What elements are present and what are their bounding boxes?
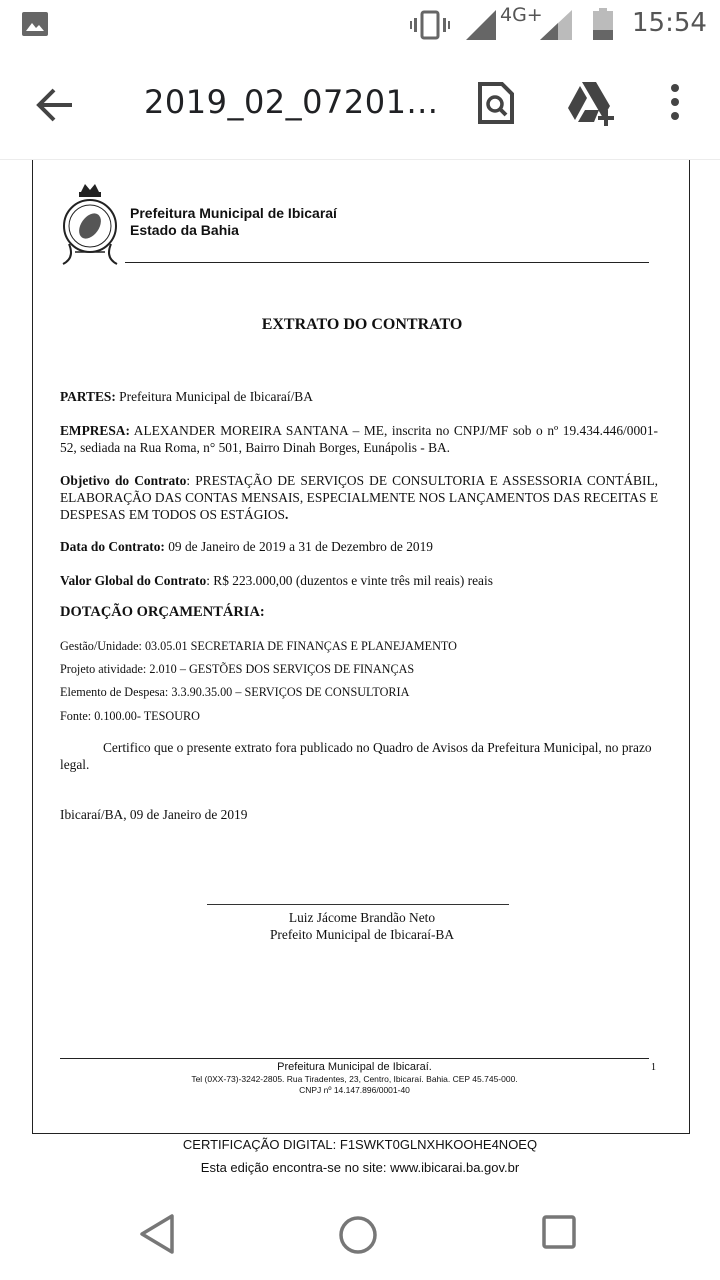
signatory-name: Luiz Jácome Brandão Neto (288, 910, 436, 925)
certification-block (0, 1134, 720, 1180)
add-to-drive-icon[interactable] (566, 80, 618, 126)
footer-cnpj: CNPJ nº 14.147.896/0001-40 (299, 1085, 410, 1095)
footer-title: Prefeitura Municipal de Ibicaraí. (277, 1061, 432, 1073)
find-in-page-icon[interactable] (476, 80, 516, 126)
certifico-paragraph: Certifico que o presente extrato fora publicado no Quadro de Avisos da Prefeitura Municipal, no prazo legal. (60, 740, 652, 772)
partes-value: Prefeitura Municipal de Ibicaraí/BA (115, 389, 313, 404)
partes-paragraph (60, 388, 658, 405)
data-value: 09 de Janeiro de 2019 a 31 de Dezembro de 2019 (164, 539, 433, 554)
system-nav-bar (0, 1190, 720, 1280)
objetivo-value: : PRESTAÇÃO DE SERVIÇOS DE CONSULTORIA E ASSESSORIA CONTÁBIL, ELABORAÇÃO DAS CONTAS MENSAIS, ESPECIALMENTE NOS LANÇAMENTOS DAS RECEITAS E DESPESAS EM TODOS OS ESTÁGIOS (60, 473, 658, 522)
pdf-viewer[interactable] (0, 160, 720, 1190)
page-number: 1 (651, 1062, 656, 1073)
certification-code: CERTIFICAÇÃO DIGITAL: F1SWKT0GLNXHKOOHE4NOEQ (182, 1137, 538, 1152)
nav-recents-icon[interactable] (541, 1214, 577, 1250)
app-bar (0, 50, 720, 160)
document-letterhead (55, 182, 655, 266)
dotacao-line: Fonte: 0.100.00- TESOURO (60, 709, 200, 723)
status-bar (0, 0, 720, 50)
document-title: 2019_02_07201... (144, 83, 439, 121)
image-icon (22, 12, 48, 36)
empresa-paragraph (60, 422, 658, 456)
valor-paragraph (60, 572, 658, 589)
footer-address: Tel (0XX-73)-3242-2805. Rua Tiradentes, 23, Centro, Ibicaraí. Bahia. CEP 45.745-000. (191, 1074, 518, 1084)
empresa-value: ALEXANDER MOREIRA SANTANA – ME, inscrita no CNPJ/MF sob o nº 19.434.446/0001-52, sediada na Rua Roma, n° 501, Bairro Dinah Borges, Eunápolis - BA. (60, 423, 658, 455)
letterhead-subtitle: Estado da Bahia (130, 222, 239, 238)
nav-home-icon[interactable] (337, 1214, 379, 1256)
valor-value: : R$ 223.000,00 (duzentos e vinte três mil reais) reais (206, 573, 493, 588)
more-vert-icon[interactable] (660, 80, 690, 126)
partes-label: PARTES: (60, 389, 116, 404)
data-paragraph (60, 538, 658, 555)
dotacao-line: Projeto atividade: 2.010 – GESTÕES DOS SERVIÇOS DE FINANÇAS (60, 662, 415, 676)
back-arrow-icon[interactable] (30, 82, 80, 128)
pdf-page (32, 160, 690, 1134)
battery-icon (593, 8, 613, 40)
dotacao-line: Gestão/Unidade: 03.05.01 SECRETARIA DE FINANÇAS E PLANEJAMENTO (60, 639, 457, 653)
municipal-crest-icon (55, 182, 125, 266)
objetivo-end: . (284, 507, 289, 522)
document-heading: EXTRATO DO CONTRATO (261, 316, 463, 333)
footer-divider (60, 1058, 649, 1059)
clock: 15:54 (632, 8, 707, 38)
nav-back-icon[interactable] (138, 1212, 178, 1256)
letterhead-title: Prefeitura Municipal de Ibicaraí (130, 205, 337, 221)
signatory-role: Prefeito Municipal de Ibicaraí-BA (269, 927, 455, 942)
signature-line (207, 904, 509, 905)
certification-site: Esta edição encontra-se no site: www.ibicarai.ba.gov.br (200, 1160, 520, 1175)
place-date: Ibicaraí/BA, 09 de Janeiro de 2019 (60, 807, 248, 822)
signal-icon (540, 10, 572, 40)
signal-icon (466, 10, 496, 40)
network-type: 4G+ (500, 4, 543, 26)
dotacao-line: Elemento de Despesa: 3.3.90.35.00 – SERVIÇOS DE CONSULTORIA (60, 685, 410, 699)
objetivo-label: Objetivo do Contrato (60, 473, 187, 488)
document-footer (60, 1061, 649, 1096)
valor-label: Valor Global do Contrato (60, 573, 207, 588)
empresa-label: EMPRESA: (60, 423, 130, 438)
data-label: Data do Contrato: (60, 539, 165, 554)
objetivo-paragraph (60, 472, 658, 523)
dotacao-heading: DOTAÇÃO ORÇAMENTÁRIA: (60, 604, 265, 620)
header-divider (125, 262, 649, 263)
vibrate-icon (410, 10, 450, 40)
